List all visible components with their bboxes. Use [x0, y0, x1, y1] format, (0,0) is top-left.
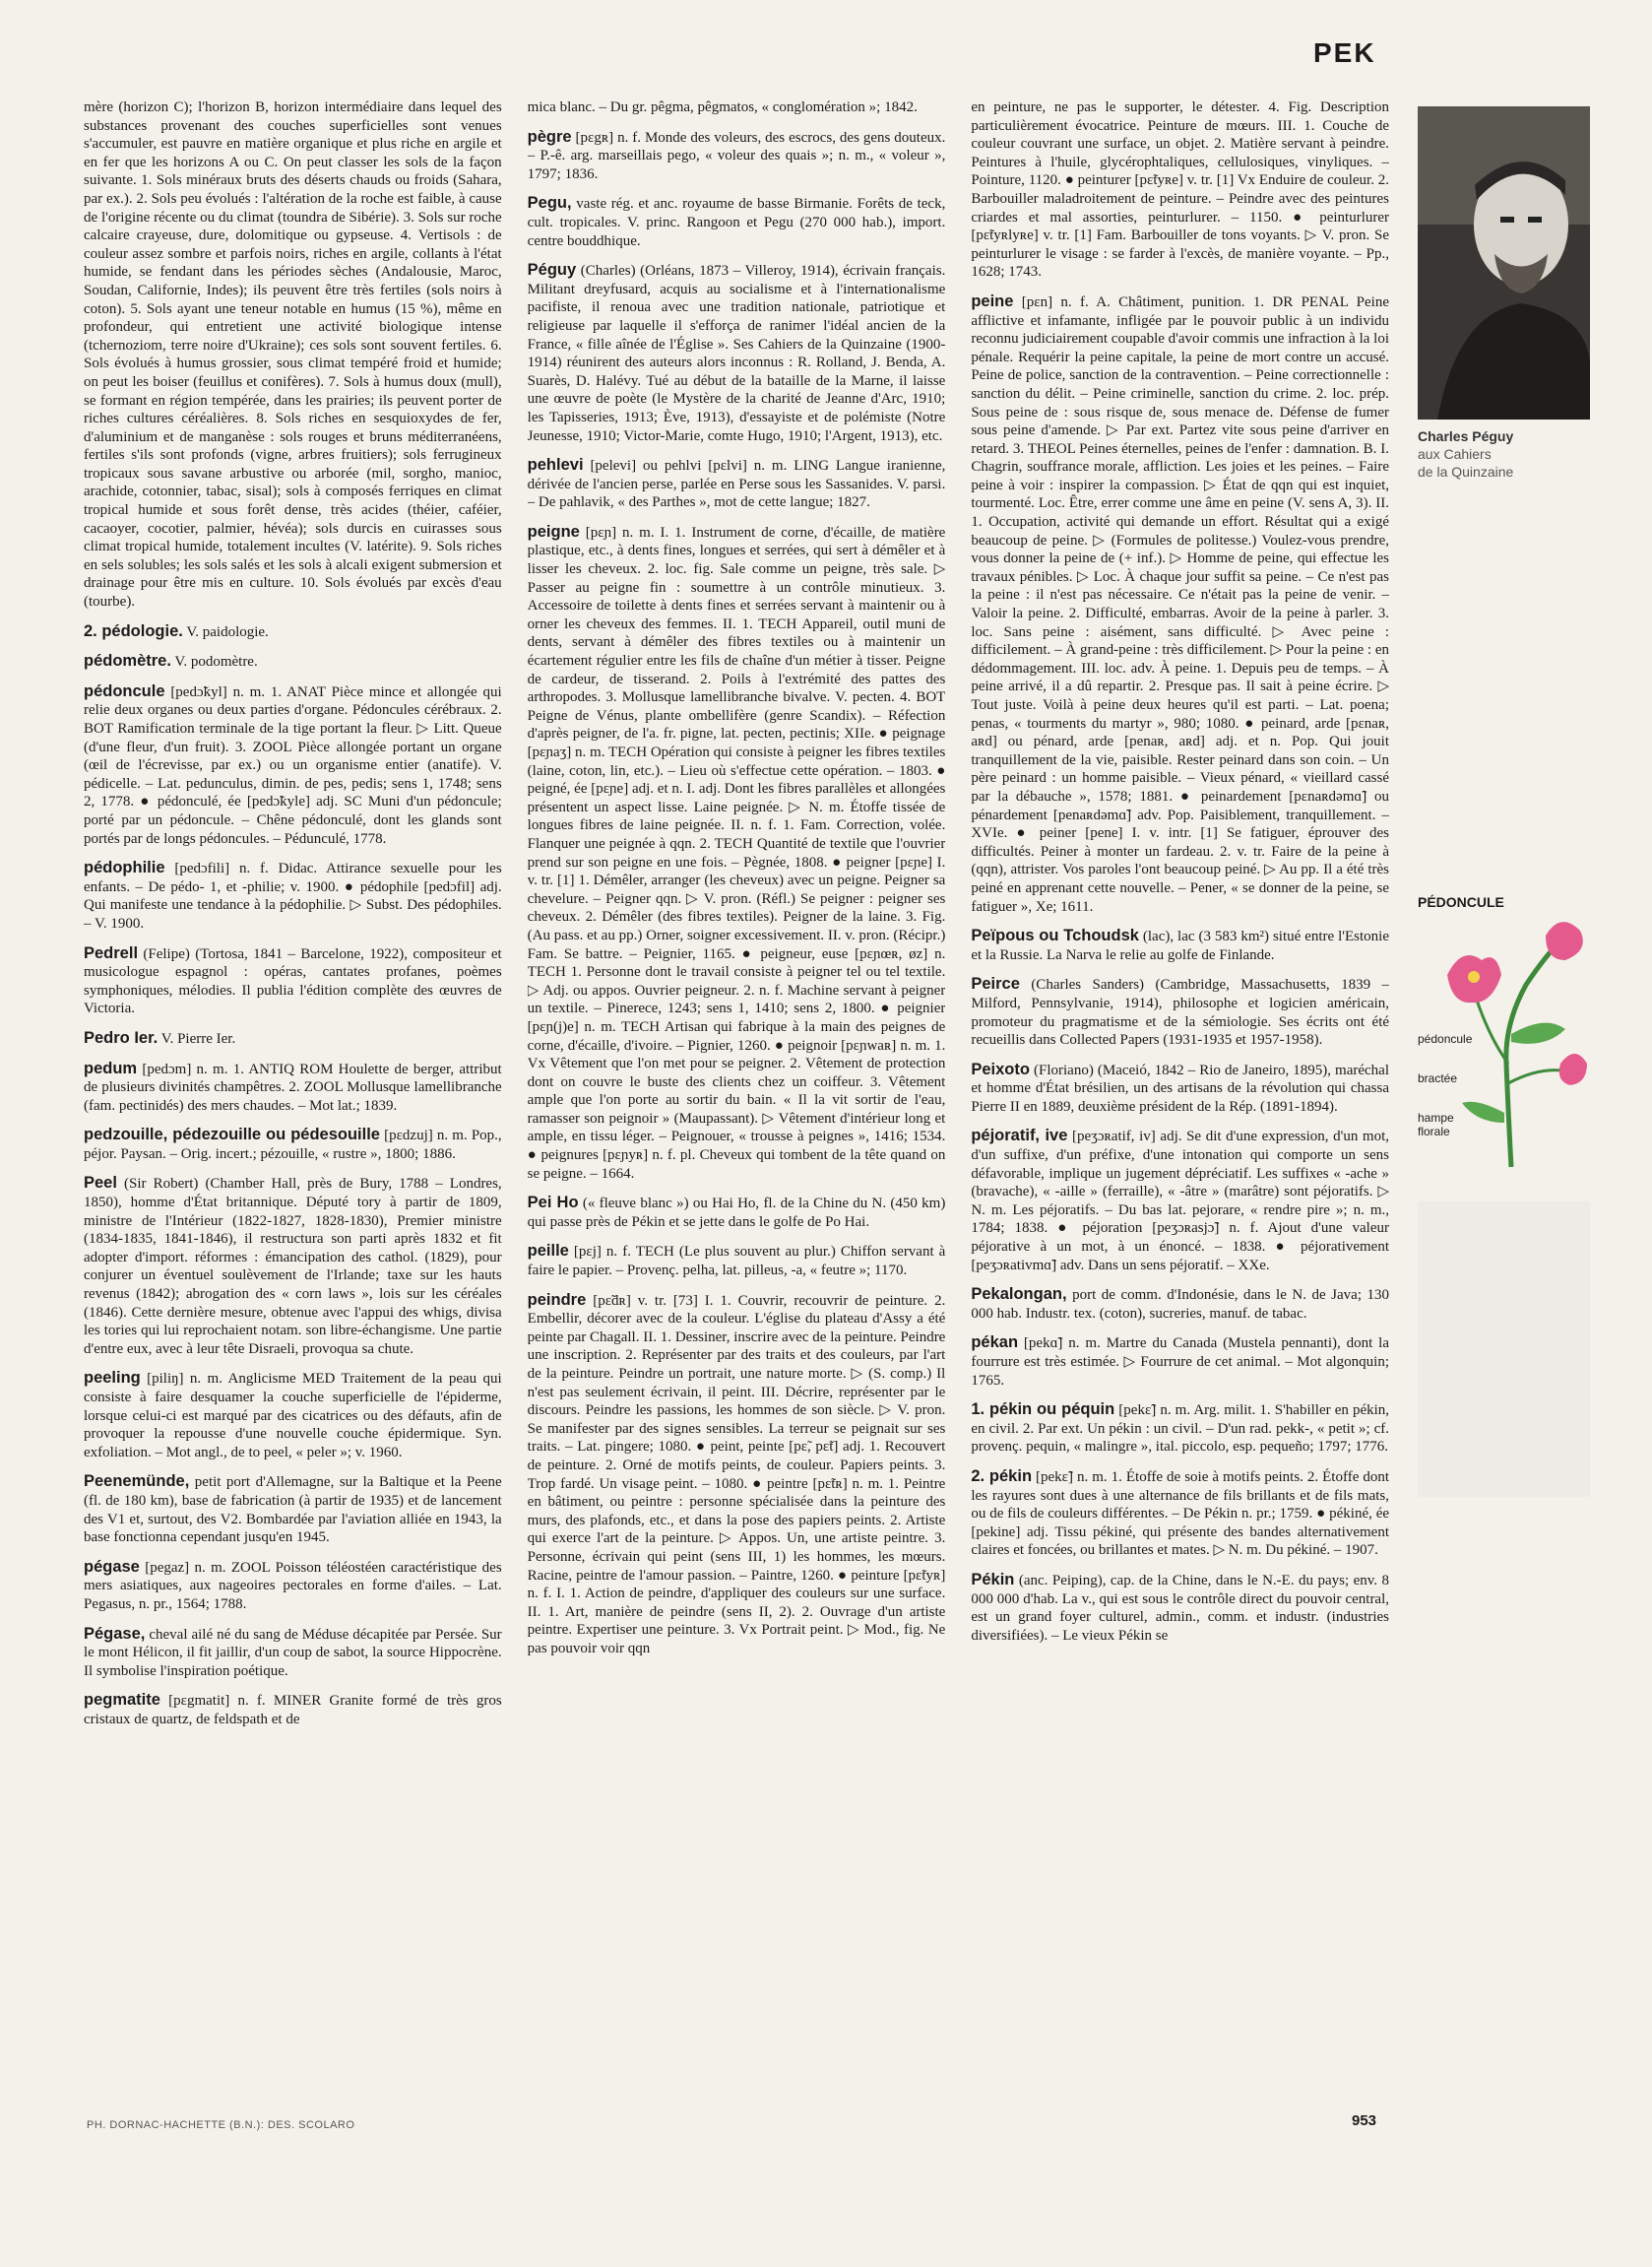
entry-definition: (lac), lac (3 583 km²) situé entre l'Estonie et la Russie. La Narva le relie au golfe de Finlande.: [971, 929, 1390, 963]
dictionary-entry: [528, 1291, 946, 1658]
entry-headword: pegmatite: [84, 1691, 160, 1710]
entry-definition: (Floriano) (Maceió, 1842 – Rio de Janeiro, 1895), maréchal et homme d'État brésilien, un des artisans de la révolution qui chassa Pierre II en 1889, deuxième président de la Rép. (1891-1894).: [971, 1062, 1390, 1115]
entry-definition: [pedɔfili] n. f. Didac. Attirance sexuelle pour les enfants. – De pédo- 1, et -philie; v. 1900. ● pédophile [pedɔfil] adj. Qui manifeste une tendance à la pédophilie. ▷ Subst. Des pédophiles. – V. 1900.: [84, 861, 502, 932]
entry-definition: (Charles Sanders) (Cambridge, Massachusetts, 1839 – Milford, Pennsylvanie, 1914), philosophe et logicien américain, promoteur du pragmatisme et de la sémiologie. Ses écrits ont été recueillis dans Collected Papers (1931-1935 et 1957-1958).: [971, 977, 1390, 1049]
dictionary-entry: [84, 944, 502, 1018]
entry-definition: (Charles) (Orléans, 1873 – Villeroy, 1914), écrivain français. Militant dreyfusard, acquis au socialisme et à l'internationalisme pacifiste, il renoua avec une tradition nationale, patriotique et religieuse par laquelle il s'efforça de ranimer l'idéal ancien de la France, « fille aînée de l'Église ». Ses Cahiers de la Quinzaine (1900-1914) réunirent des auteurs alors inconnus : R. Rolland, J. Benda, A. Suarès, D. Halévy. Tué au début de la bataille de la Marne, il laisse une œuvre de poète (le Mystère de la charité de Jeanne d'Arc, 1910; les Tapisseries, 1913; Ève, 1913), d'essayiste et de polémiste (Notre Jeunesse, 1910; Victor-Marie, comte Hugo, 1910; l'Argent, 1913), etc.: [527, 263, 946, 444]
plant-label-bractee: bractée: [1418, 1071, 1458, 1085]
entry-definition: (Felipe) (Tortosa, 1841 – Barcelone, 1922), compositeur et musicologue espagnol : opéras, cantates profanes, poèmes symphoniques, mélodies. Il publia l'édition complète des œuvres de Victoria.: [84, 945, 502, 1017]
page-header: PEK: [1313, 37, 1376, 68]
illustration-sidebar: [1418, 106, 1590, 2125]
entry-headword: Pégase,: [84, 1624, 146, 1643]
column-3: [971, 98, 1389, 2098]
entry-definition: cheval ailé né du sang de Méduse décapitée par Persée. Sur le mont Hélicon, il fit jaillir, d'un coup de sabot, la source Hippocrène. Il symbolise l'inspiration poétique.: [84, 1626, 502, 1679]
dictionary-entry: [971, 1467, 1389, 1560]
entry-definition: mica blanc. – Du gr. pêgma, pêgmatos, « conglomération »; 1842.: [527, 99, 918, 115]
entry-headword: pègre: [527, 127, 572, 146]
entry-definition: V. podomètre.: [174, 654, 258, 671]
entry-definition: [piliŋ] n. m. Anglicisme MED Traitement de la peau qui consiste à faire desquamer la couche superficielle de l'épiderme, lorsque celui-ci est marqué par des cicatrices ou des défauts, afin de provoquer la repousse d'une nouvelle couche épidermique. Syn. exfoliation. – Mot angl., de to peel, « peler »; v. 1960.: [84, 1371, 502, 1460]
entry-headword: Pekalongan,: [971, 1285, 1067, 1304]
plant-illustration: [1418, 916, 1590, 1172]
entry-definition: [pɛgʀ] n. f. Monde des voleurs, des escrocs, des gens douteux. – P.-ê. arg. marseillais pego, « voleur des quais »; n. m., « voleur », 1797; 1836.: [527, 129, 946, 182]
entry-headword: Pegu,: [527, 194, 572, 213]
entry-definition: mère (horizon C); l'horizon B, horizon intermédiaire dans lequel des substances provenant des couches superficielles sont venues s'accumuler, est pauvre en matière organique et plus riche en argile et en fer que les horizons A ou C. On peut classer les sols de la façon suivante. 1. Sols minéraux bruts des déserts chauds ou froids (Sahara, par ex.). 2. Sols peu évolués : l'altération de la roche est faible, à cause de l'origine récente ou du climat (toundra de Sibérie). 3. Sols sur roche calcaire crayeuse, dure, dolomitique ou gypseuse. 4. Vertisols : de couleur assez sombre et parfois noirs, riches en argile, collants à l'état humide, se fendant dans les périodes sèches (Andalousie, Maroc, Soudan, Californie, Indes); ils peuvent être très fertiles (sols noirs à coton). 5. Sols ayant une teneur notable en humus (15 %), même en profondeur, qui entretient une activité biologique intense (tchernoziom, terre noire d'Ukraine); ces sols sont souvent fertiles. 6. Sols évolués à humus grossier, sous climat tempéré froid et humide; on peut les boiser (feuillus et conifères). 7. Sols à humus doux (mull), se formant en région tempérée, dans les prairies; ils peuvent porter de riches cultures céréalières. 8. Sols riches en sesquioxydes de fer, d'aluminium et de manganèse : sols rouges et bruns méditerranéens, fertiles s'ils sont profonds (vigne, arbres fruitiers); sols ferrugineux tropicaux sous savane arbustive ou arborée (mil, sorgho, manioc, arachide, cotonnier, tabac, sisal); sols à composés ferriques en climat tropical humide et sous forêt dense, très acides (théier, caféier, cacaoyer, cocotier, palmier, hévéa); sols durcis en cuirasses sous climat tropical humide, totalement incultes (V. latérite). 9. Sols riches en sels solubles; les sols salés et les sols à alcali exigent submersion et drainage pour être mis en culture. 10. Sols évolués par excès d'eau (tourbe).: [84, 99, 502, 611]
dictionary-columns: [84, 98, 1389, 2098]
dictionary-entry: [971, 1061, 1389, 1117]
page-number: 953: [1352, 2112, 1377, 2129]
entry-headword: pehlevi: [527, 456, 584, 475]
dictionary-entry: [528, 98, 946, 117]
dictionary-entry: [84, 622, 502, 642]
dictionary-entry: [84, 859, 502, 933]
dictionary-entry: [84, 1472, 502, 1546]
entry-definition: [pɛɲ] n. m. I. 1. Instrument de corne, d'écaille, de matière plastique, etc., à dents fines, longues et serrées, qui sert à démêler et à lisser les cheveux. 2. loc. fig. Sale comme un peigne, très sale. ▷ Passer au peigne fin : soumettre à un contrôle minutieux. 3. Accessoire de toilette à dents fines et serrées servant à maintenir ou à orner les cheveux des femmes. II. 1. TECH Appareil, outil muni de dents, servant à démêler des fibres textiles ou à maintenir un écartement régulier entre les fils de chaîne d'un métier à tisser. Peigne de cardeur, de tisserand. 2. Poils à l'extrémité des pattes des arthropodes. 3. Mollusque lamellibranche bivalve. V. pecten. 4. BOT Peigne de Vénus, plante ombellifère (genre Scandix). – Réfection d'après peigner, de l'a. fr. pigne, lat. pecten, pectinis; XIIe. ● peignage [pɛɲaʒ] n. m. TECH Opération qui consiste à peigner les fibres textiles (laine, coton, lin, etc.). – Lieu où s'effectue cette opération. – 1803. ● peigné, ée [pɛɲe] adj. et n. I. adj. Dont les fibres parallèles et allongées présentent un aspect lisse. Laine peignée. ▷ N. m. Étoffe tissée de longues fibres de laine peignée. II. n. f. 1. Fam. Correction, volée. Flanquer une peignée à qqn. 2. TECH Quantité de textile que l'ouvrier prend sur son peigne en une fois. – Pègnée, 1808. ● peigner [pɛɲe] I. v. tr. [1] 1. Démêler, arranger (les cheveux) avec un peigne. Peigner sa chevelure. – Peigner qqn. ▷ V. pron. (Réfl.) Se peigner : peigner ses cheveux. 2. Démêler (des fibres textiles). Peigner de la laine. 3. Fig. (Au pass. et au pp.) Orner, soigner excessivement. II. v. pron. (Récipr.) Fam. Se battre. – Peignier, 1165. ● peigneur, euse [pɛɲœʀ, øz] n. TECH 1. Personne dont le travail consiste à peigner tel ou tel textile. ▷ Adj. ou appos. Ouvrier peigneur. 2. n. f. Machine servant à peigner un textile. – Pinerece, 1243; sens 1, 1410; sens 2, 1800. ● peignier [pɛɲ(j)e] n. m. TECH Artisan qui fabrique à la main des peignes de corne, d'écaille, d'ivoire. – Pignier, 1260. ● peignoir [pɛɲwaʀ] n. m. 1. Vx Vêtement que l'on met pour se peigner. 2. Vêtement de protection dont on couvre le buste des clients chez un coiffeur. 3. Vêtement ample que l'on porte au sortir du bain. « Il la vit sortir de l'eau, ramasser son peignoir » (Maupassant). ▷ Vêtement d'intérieur long et ample, en tissu léger. – Peignouer, « trousse à peignes », 1416; 1534. ● peignures [pɛɲyʀ] n. f. pl. Cheveux qui tombent de la tête quand on se peigne. – 1664.: [527, 524, 946, 1182]
entry-definition: en peinture, ne pas le supporter, le détester. 4. Fig. Description particulièrement évocatrice. Peinture de mœurs. III. 1. Couche de couleur couvrant une surface, un objet. 2. Matière servant à peindre. Peintures à l'huile, glycérophtaliques, cellulosiques, vinyliques. – Pointure, 1120. ● peinturer [pɛ̃tyʀe] v. tr. [1] Vx Enduire de couleur. 2. Barbouiller maladroitement de peinture. – Peindre avec des peintures criardes et mal assorties, peinturlurer. – 1150. ● peinturlurer [pɛ̃tyʀlyʀe] v. tr. [1] Fam. Barbouiller de tons voyants. ▷ V. pron. Se peinturlurer le visage : se farder à l'excès, de manière voyante. – Pp., 1628; 1743.: [971, 99, 1390, 281]
dictionary-entry: [84, 1369, 502, 1461]
portrait-illustration: [1418, 106, 1590, 420]
entry-headword: Pékin: [971, 1570, 1015, 1588]
dictionary-entry: [971, 1285, 1389, 1323]
entry-headword: pedzouille, pédezouille ou pédesouille: [84, 1126, 380, 1144]
entry-headword: Pei Ho: [527, 1194, 579, 1212]
plant-label-pedoncule: pédoncule: [1418, 1032, 1473, 1046]
dictionary-entry: [528, 1242, 946, 1279]
entry-headword: pédomètre.: [84, 652, 171, 671]
entry-headword: Pedro Ier.: [84, 1028, 159, 1047]
entry-definition: (« fleuve blanc ») ou Hai Ho, fl. de la Chine du N. (450 km) qui passe près de Pékin et se jette dans le golfe de Po Hai.: [527, 1196, 946, 1230]
entry-definition: (anc. Peiping), cap. de la Chine, dans le N.-E. du pays; env. 8 000 000 d'hab. La v., qui est sous le contrôle direct du pouvoir central, est un grand foyer culturel, admin., comm. et industr. (industries diversifiées). – Le vieux Pékin se: [971, 1572, 1390, 1644]
entry-definition: [pekɑ̃] n. m. Martre du Canada (Mustela pennanti), dont la fourrure est très estimée. ▷ Fourrure de cet animal. – Mot algonquin; 1765.: [971, 1335, 1390, 1389]
entry-definition: vaste rég. et anc. royaume de basse Birmanie. Forêts de teck, cult. tropicales. V. princ. Rangoon et Pegu (270 000 hab.), import. centre bouddhique.: [527, 196, 946, 249]
dictionary-entry: [528, 1194, 946, 1231]
column-1: [84, 98, 502, 2098]
dictionary-entry: [528, 194, 946, 250]
entry-headword: 2. pédologie.: [84, 621, 183, 640]
dictionary-entry: [971, 1400, 1389, 1457]
entry-headword: Peirce: [971, 975, 1020, 994]
entry-headword: Pedrell: [84, 943, 139, 962]
entry-headword: péjoratif, ive: [971, 1127, 1068, 1145]
dictionary-entry: [84, 682, 502, 848]
entry-headword: peindre: [527, 1290, 587, 1309]
dictionary-entry: [84, 1625, 502, 1681]
entry-definition: V. Pierre Ier.: [160, 1030, 236, 1047]
dictionary-entry: [84, 1174, 502, 1358]
dictionary-entry: [971, 927, 1389, 964]
dictionary-entry: [84, 1060, 502, 1116]
dictionary-entry: [528, 128, 946, 184]
dictionary-entry: [84, 98, 502, 612]
portrait-photo: [1418, 106, 1590, 420]
dictionary-entry: [528, 456, 946, 512]
entry-headword: peeling: [84, 1369, 141, 1388]
entry-headword: pédophilie: [84, 859, 165, 877]
entry-definition: V. paidologie.: [186, 623, 269, 640]
entry-definition: [pegaz] n. m. ZOOL Poisson téléostéen caractéristique des mers asiatiques, aux nageoires pectorales en forme d'ailes. – Lat. Pegasus, n. pr., 1564; 1788.: [84, 1559, 502, 1612]
dictionary-entry: [84, 1029, 502, 1049]
dictionary-entry: [84, 652, 502, 672]
dictionary-entry: [528, 261, 946, 445]
entry-definition: [pɛdzuj] n. m. Pop., péjor. Paysan. – Orig. incert.; pézouille, « rustre », 1800; 1886.: [84, 1128, 502, 1162]
entry-definition: [pɛn] n. f. A. Châtiment, punition. 1. DR PENAL Peine afflictive et infamante, infligée par le pouvoir public à un individu reconnu judiciairement coupable d'avoir commis une infraction à la loi pénale. Requérir la peine capitale, la peine de mort contre un accusé. Peine de police, sanction de la contravention. – Peine correctionnelle : sanction du délit. – Peine criminelle, sanction du crime. 2. loc. prép. Sous peine de : sous risque de, sous menace de. Défense de fumer sous peine d'amende. ▷ Par ext. Partez vite sous peine d'arriver en retard. 3. THEOL Peines éternelles, peines de l'enfer : damnation. B. I. Chagrin, souffrance morale, affliction. Les joies et les peines. – Faire peine à voir : inspirer la compassion. ▷ État de qqn qui est inquiet, tourmenté. Loc. Être, errer comme une âme en peine (V. sens A, 3). II. 1. Occupation, activité qui demande un effort. Résultat qui a exigé beaucoup de peine. ▷ (Formules de politesse.) Voulez-vous prendre, vous donner la peine de (+ inf.). ▷ Homme de peine, qui effectue les travaux pénibles. ▷ Loc. À chaque jour suffit sa peine. – Ce n'est pas la peine : il n'est pas nécessaire. Ce n'était pas la peine de venir. – Valoir la peine. 2. Difficulté, embarras. Avoir de la peine à parler. 3. loc. Sans peine : aisément, sans difficulté. ▷ Avec peine : difficilement. – À grand-peine : très difficilement. ▷ Pour la peine : en dédommagement. III. loc. adv. À peine. 1. Depuis peu de temps. – À peine arrivé, il a dû repartir. 2. Presque pas. Il sait à peine écrire. ▷ Tout juste. Voilà à peine deux heures qu'il est parti. – Lat. poena; penas, « tourments du martyr », 980; 1080. ● peinard, arde [pɛnaʀ, aʀd] ou pénard, arde [penaʀ, aʀd] adj. et n. Pop. Qui jouit tranquillement de la vie, paisible. Rester peinard dans son coin. – Un père peinard : un homme paisible. – Vieux pénard, « vieillard cassé par la débauche », 1578; 1881. ● peinardement [pɛnaʀdəmɑ̃] ou pénardement [penaʀdəmɑ̃] adv. Pop. Paisiblement, tranquillement. – XVIe. ● peiner [pene] I. v. intr. [1] Se fatiguer, éprouver des difficultés. Peiner à monter un fardeau. 2. v. tr. Faire de la peine à (qqn), attrister. Vos paroles l'ont beaucoup peiné. ▷ Au pp. Il a été très peiné en apprenant cette nouvelle. – Pener, « se donner de la peine, se fatiguer », Xe; 1611.: [971, 293, 1390, 915]
entry-definition: [pekɛ̃] n. m. 1. Étoffe de soie à motifs peints. 2. Étoffe dont les rayures sont dues à une alternance de fils brillants et de fils mats, ou de fils de couleurs différentes. – De Pékin n. pr.; 1759. ● pékiné, ée [pekine] adj. Tissu pékiné, qui présente des bandes alternativement claires et foncées, ou brillantes et mates. ▷ N. m. Du pékiné. – 1907.: [971, 1468, 1390, 1559]
dictionary-entry: [971, 1333, 1389, 1390]
entry-headword: peine: [971, 291, 1014, 310]
dictionary-entry: [84, 1558, 502, 1614]
entry-headword: 2. pékin: [971, 1466, 1033, 1485]
caption-name: Charles Péguy: [1418, 428, 1514, 444]
faded-image-area: [1418, 1201, 1590, 1497]
photo-credit: PH. DORNAC-HACHETTE (B.N.): DES. SCOLARO: [87, 2119, 355, 2131]
entry-definition: [pekɛ̃] n. m. Arg. milit. 1. S'habiller en pékin, en civil. 2. Par ext. Un pékin : un civil. – D'un rad. pekk-, « petit »; cf. provenç. pequin, « malingre », ital. piccolo, esp. pequeño; 1797; 1776.: [971, 1402, 1390, 1456]
caption-line-2: de la Quinzaine: [1418, 464, 1514, 480]
entry-definition: (Sir Robert) (Chamber Hall, près de Bury, 1788 – Londres, 1850), homme d'État britannique. Député tory à partir de 1809, ministre de l'Intérieur (1822-1827, 1828-1830), Premier ministre (1834-1835, 1841-1846), il restructura son parti après 1832 et fit adopter d'import. réformes : émancipation des cathol. (1829), pour conjurer un éventuel soulèvement de l'Irlande; taxe sur les hauts revenus (1842); abrogation des « corn laws », lois sur les céréales (1846). Cette dernière mesure, obtenue avec l'appui des whigs, divisa les tories qui lui reprochaient notam. son libre-échangisme. Une partie d'entre eux, avec à leur tête Disraeli, provoqua sa chute.: [84, 1176, 502, 1357]
entry-definition: [pɛ̃dʀ] v. tr. [73] I. 1. Couvrir, recouvrir de peinture. 2. Embellir, décorer avec de la couleur. L'église du plateau d'Assy a été peinte par Chagall. II. 1. Dessiner, inscrire avec de la peinture. Peindre une inscription. 2. Représenter par des traits et des couleurs, par l'art de la peinture. Peindre un portrait, une nature morte. ▷ (S. comp.) Il n'est pas seulement écrivain, il peint. III. Décrire, représenter par le discours. Peindre les passions, les hommes de son siècle. ▷ V. pron. Se manifester par des signes sensibles. La terreur se peignait sur ses traits. – Lat. pingere; 1080. ● peint, peinte [pɛ̃, pɛ̃t] adj. 1. Recouvert de peinture. 2. Orné de motifs peints, de couleur. Papiers peints. 3. Trop fardé. Un visage peint. – 1080. ● peintre [pɛ̃tʀ] n. m. 1. Peintre en bâtiment, ou peintre : personne spécialisée dans la peinture des murs, des plafonds, etc., et dans la pose des papiers peints. 2. Artiste qui exerce l'art de la peinture. ▷ Appos. Un, une artiste peintre. 3. Personne, écrivain qui peint (sens III, 1) les hommes, les mœurs. Racine, peintre de l'amour passion. – Paintre, 1260. ● peinture [pɛ̃tyʀ] n. f. I. 1. Action de peindre, d'appliquer des couleurs sur une surface. II. 1. Art, manière de peindre (sens II, 2). 2. Ouvrage d'un artiste peintre. Expertiser une peinture. 3. Vx Portrait peint. ▷ Mod., fig. Ne pas pouvoir voir qqn: [527, 1292, 946, 1656]
entry-headword: pedum: [84, 1059, 138, 1077]
caption-line-1: aux Cahiers: [1418, 446, 1492, 462]
entry-headword: Peixoto: [971, 1060, 1030, 1078]
entry-definition: [pɛgmatit] n. f. MINER Granite formé de très gros cristaux de quartz, de feldspath et de: [84, 1693, 502, 1727]
dictionary-entry: [84, 1691, 502, 1728]
entry-headword: Péguy: [527, 261, 577, 280]
entry-headword: peille: [527, 1242, 569, 1261]
entry-definition: [peʒɔʀatif, iv] adj. Se dit d'une expression, d'un mot, d'un suffixe, d'un préfixe, d'une intonation qui comporte un sens défavorable, implique un jugement dépréciatif. Les suffixes « -ache » (bravache), « -aille » (ferraille), « -âtre » (marâtre) sont péjoratifs. ▷ N. m. Les péjoratifs. – Du bas lat. pejorare, « rendre pire »; n. m., 1784; 1838. ● péjoration [peʒɔʀasjɔ̃] n. f. Ajout d'une valeur péjorative à un mot, à un énoncé. – 1838. ● péjorativement [peʒɔʀativmɑ̃] adv. Dans un sens péjoratif. – XXe.: [971, 1129, 1390, 1273]
entry-headword: Peel: [84, 1174, 117, 1193]
entry-definition: [pɛj] n. f. TECH (Le plus souvent au plur.) Chiffon servant à faire le papier. – Provenç. pelha, lat. pilleus, -a, « feutre »; 1170.: [527, 1244, 946, 1279]
dictionary-entry: [971, 975, 1389, 1049]
plant-title: PÉDONCULE: [1418, 894, 1504, 910]
plant-label-hampe: hampe florale: [1418, 1111, 1454, 1138]
dictionary-entry: [971, 98, 1389, 282]
entry-definition: [pedɔ̃kyl] n. m. 1. ANAT Pièce mince et allongée qui relie deux organes ou deux parties d'organe. Pédoncules cérébraux. 2. BOT Ramification terminale de la tige portant la fleur. ▷ Litt. Queue (d'une fleur, d'un fruit). 3. ZOOL Pièce allongée portant un organe (œil de l'écrevisse, par ex.) ou un organisme entier (anatife). V. pédicelle. – Lat. pedunculus, dimin. de pes, pedis; sens 1, 1748; sens 2, 1778. ● pédonculé, ée [pedɔ̃kyle] adj. SC Muni d'un pédoncule; porté par un pédoncule. – Chêne pédonculé, dont les glands sont portés par de longs pédoncules. – Pédunculé, 1778.: [84, 683, 502, 847]
entry-definition: petit port d'Allemagne, sur la Baltique et la Peene (fl. de 180 km), base de fabrication (à partir de 1935) et de lancement des V1 et, surtout, des V2. Bombardée par l'aviation alliée en 1943, la base fonctionna cependant jusqu'en 1945.: [84, 1474, 502, 1546]
entry-headword: pékan: [971, 1333, 1019, 1352]
entry-definition: [pedɔm] n. m. 1. ANTIQ ROM Houlette de berger, attribut de plusieurs divinités champêtres. 2. ZOOL Mollusque lamellibranche (fam. pectinidés) des mers chaudes. – Mot lat.; 1839.: [84, 1061, 502, 1114]
entry-definition: [pelevi] ou pehlvi [pɛlvi] n. m. LING Langue iranienne, dérivée de l'ancien perse, parlée en Perse sous les Sassanides. V. parsi. – De pahlavik, « des Parthes », mot de cette langue; 1827.: [527, 458, 946, 511]
portrait-caption: [1418, 427, 1590, 481]
entry-headword: peigne: [527, 522, 580, 541]
entry-headword: pégase: [84, 1557, 140, 1576]
entry-headword: pédoncule: [84, 681, 165, 700]
entry-definition: port de comm. d'Indonésie, dans le N. de Java; 130 000 hab. Industr. tex. (coton), sucreries, manuf. de tabac.: [971, 1287, 1390, 1322]
dictionary-entry: [84, 1126, 502, 1163]
dictionary-entry: [528, 523, 946, 1183]
entry-headword: Peenemünde,: [84, 1472, 190, 1491]
dictionary-entry: [971, 1127, 1389, 1274]
entry-headword: Peïpous ou Tchoudsk: [971, 927, 1139, 945]
dictionary-entry: [971, 292, 1389, 916]
dictionary-entry: [971, 1571, 1389, 1645]
column-2: [528, 98, 946, 2098]
entry-headword: 1. pékin ou péquin: [971, 1400, 1115, 1419]
